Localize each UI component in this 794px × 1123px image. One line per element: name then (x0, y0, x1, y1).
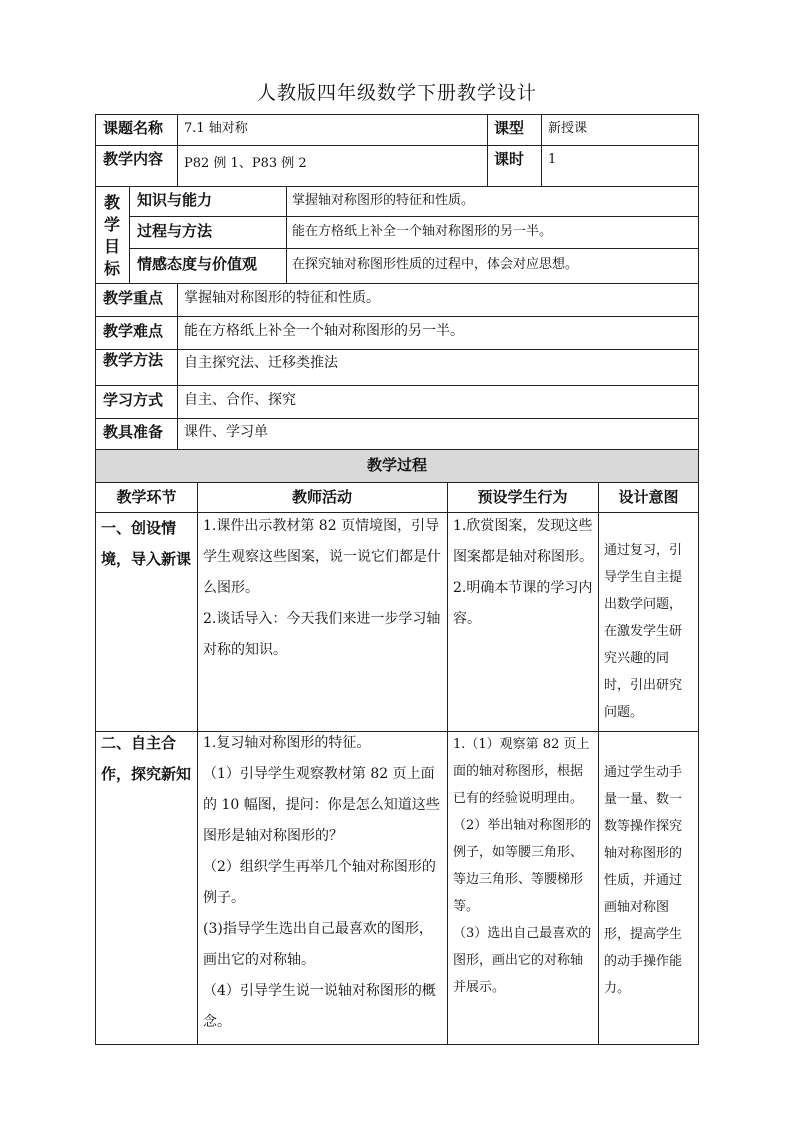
process-header: 教学环节 (116, 488, 177, 506)
teacher-activity: 1.课件出示教材第 82 页情境图，引导学生观察这些图案，说一说它们都是什么图形。 2.谈话导入：今天我们来进一步学习轴对称的知识。 (203, 518, 441, 658)
goal-value: 掌握轴对称图形的特征和性质。 (292, 193, 475, 208)
row-value: 自主、合作、探究 (184, 392, 296, 408)
process-header: 教师活动 (291, 488, 352, 506)
hours-value: 1 (548, 152, 557, 167)
topic-label: 课题名称 (103, 119, 164, 137)
student-behavior: 1.（1）观察第 82 页上面的轴对称图形，根据已有的经验说明理由。 （2）举出轴对称图形的例子，如等腰三角形、等边三角形、等腰梯形等。 （3）选出自己最喜欢的图形，画出它的对称轴并展示。 (453, 737, 592, 995)
row-label: 教具准备 (103, 423, 164, 441)
process-title: 教学过程 (366, 456, 427, 474)
content-label: 教学内容 (103, 150, 164, 168)
row-value: 掌握轴对称图形的特征和性质。 (184, 290, 380, 306)
process-header: 设计意图 (618, 488, 679, 506)
process-header: 预设学生行为 (477, 488, 568, 506)
stage-name: 二、自主合作，探究新知 (101, 734, 192, 783)
goal-name: 知识与能力 (137, 191, 213, 209)
hours-label: 课时 (494, 150, 525, 168)
row-value: 自主探究法、迁移类推法 (184, 355, 338, 371)
design-intent: 通过学生动手量一量、数一数等操作探究轴对称图形的性质，并通过画轴对称图形，提高学生的动手操作能力。 (604, 765, 683, 996)
student-behavior: 1.欣赏图案，发现这些图案都是轴对称图形。 2.明确本节课的学习内容。 (453, 518, 593, 627)
topic-value: 7.1 轴对称 (184, 121, 248, 136)
goal-name: 过程与方法 (137, 222, 213, 240)
goals-label: 教 学 目 标 (103, 193, 120, 278)
row-value: 课件、学习单 (184, 424, 268, 440)
goal-name: 情感态度与价值观 (137, 255, 258, 273)
type-value: 新授课 (548, 121, 588, 136)
goal-value: 能在方格纸上补全一个轴对称图形的另一半。 (292, 224, 553, 239)
row-label: 教学重点 (103, 289, 164, 307)
design-intent: 通过复习，引导学生自主提出数学问题，在激发学生研究兴趣的同时，引出研究问题。 (604, 543, 683, 720)
goal-value: 在探究轴对称图形性质的过程中，体会对应思想。 (292, 257, 579, 272)
row-label: 学习方式 (103, 391, 164, 409)
row-label: 教学难点 (103, 322, 164, 340)
stage-name: 一、创设情境，导入新课 (101, 519, 192, 568)
row-label: 教学方法 (103, 351, 164, 369)
teacher-activity: 1.复习轴对称图形的特征。 （1）引导学生观察教材第 82 页上面的 10 幅图，提问：你是怎么知道这些图形是轴对称图形的？ （2）组织学生再举几个轴对称图形的例子。 (3)指导学生选出自己最喜欢的图形，画出它的对称轴。 （4）引导学生说一说轴对称图形的概念。 (203, 735, 440, 1030)
content-value: P82 例 1、P83 例 2 (184, 156, 307, 171)
document-title: 人教版四年级数学下册教学设计 (256, 82, 537, 104)
type-label: 课型 (494, 119, 525, 137)
row-value: 能在方格纸上补全一个轴对称图形的另一半。 (184, 323, 464, 339)
